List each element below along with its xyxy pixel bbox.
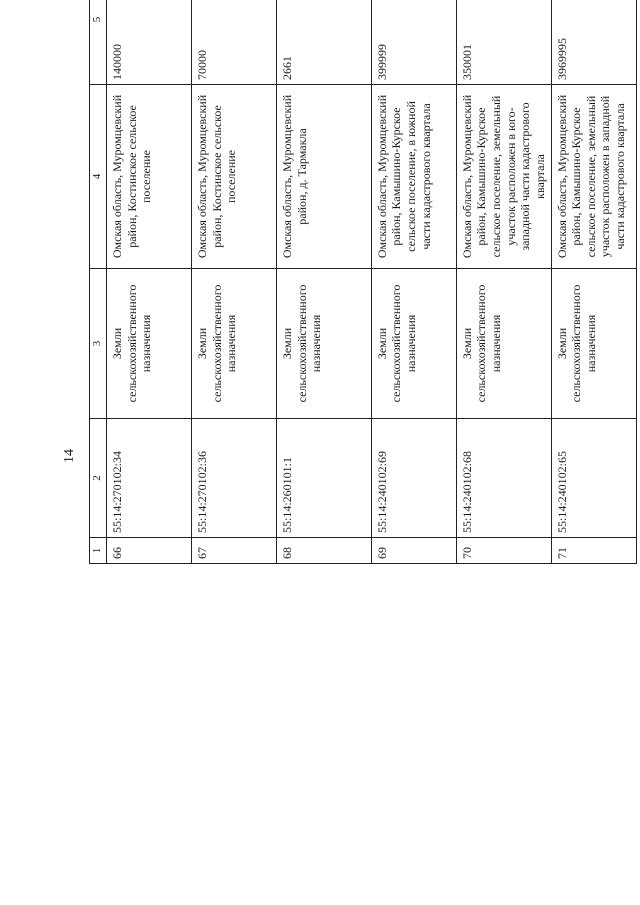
land-category: Земли сельскохозяйственного назначения [192,269,277,419]
table-header-row [90,0,107,564]
table-row [551,0,636,564]
land-category: Земли сельскохозяйственного назначения [371,269,456,419]
table-row [371,0,456,564]
plot-location: Омская область, Муромцевский район, Костинское сельское поселение [192,85,277,269]
plot-area: 399999 [371,0,456,85]
plot-area: 2661 [277,0,372,85]
land-plots-table [89,0,637,564]
table-row [456,0,551,564]
land-category: Земли сельскохозяйственного назначения [107,269,192,419]
plot-area: 350001 [456,0,551,85]
header-col-1: 1 [90,538,107,564]
row-number: 66 [107,538,192,564]
plot-area: 70000 [192,0,277,85]
land-category: Земли сельскохозяйственного назначения [456,269,551,419]
plot-location: Омская область, Муромцевский район, Костинское сельское поселение [107,85,192,269]
row-number: 67 [192,538,277,564]
row-number: 69 [371,538,456,564]
cadastral-number: 55:14:270102:36 [192,419,277,538]
plot-location: Омская область, Муромцевский район, д. Тармакла [277,85,372,269]
header-col-2: 2 [90,419,107,538]
table-row [192,0,277,564]
row-number: 68 [277,538,372,564]
table-container [89,0,627,564]
cadastral-number: 55:14:240102:65 [551,419,636,538]
plot-area: 140000 [107,0,192,85]
cadastral-number: 55:14:270102:34 [107,419,192,538]
cadastral-number: 55:14:240102:69 [371,419,456,538]
plot-location: Омская область, Муромцевский район, Камышино-Курское сельское поселение, земельный участок расположен в юго-западной части кадастрового квартала [456,85,551,269]
land-category: Земли сельскохозяйственного назначения [551,269,636,419]
row-number: 70 [456,538,551,564]
land-category: Земли сельскохозяйственного назначения [277,269,372,419]
plot-area: 3969995 [551,0,636,85]
header-col-3: 3 [90,269,107,419]
page-number: 14 [62,449,77,463]
header-col-4: 4 [90,85,107,269]
header-col-5: 5 [90,0,107,85]
table-row [107,0,192,564]
table-row [277,0,372,564]
rotated-table-area [89,16,627,822]
row-number: 71 [551,538,636,564]
cadastral-number: 55:14:240102:68 [456,419,551,538]
plot-location: Омская область, Муромцевский район, Камышино-Курское сельское поселение, в южной части кадастрового квартала [371,85,456,269]
cadastral-number: 55:14:260101:1 [277,419,372,538]
plot-location: Омская область, Муромцевский район, Камышино-Курское сельское поселение, земельный участок расположен в западной части кадастрового квартала [551,85,636,269]
